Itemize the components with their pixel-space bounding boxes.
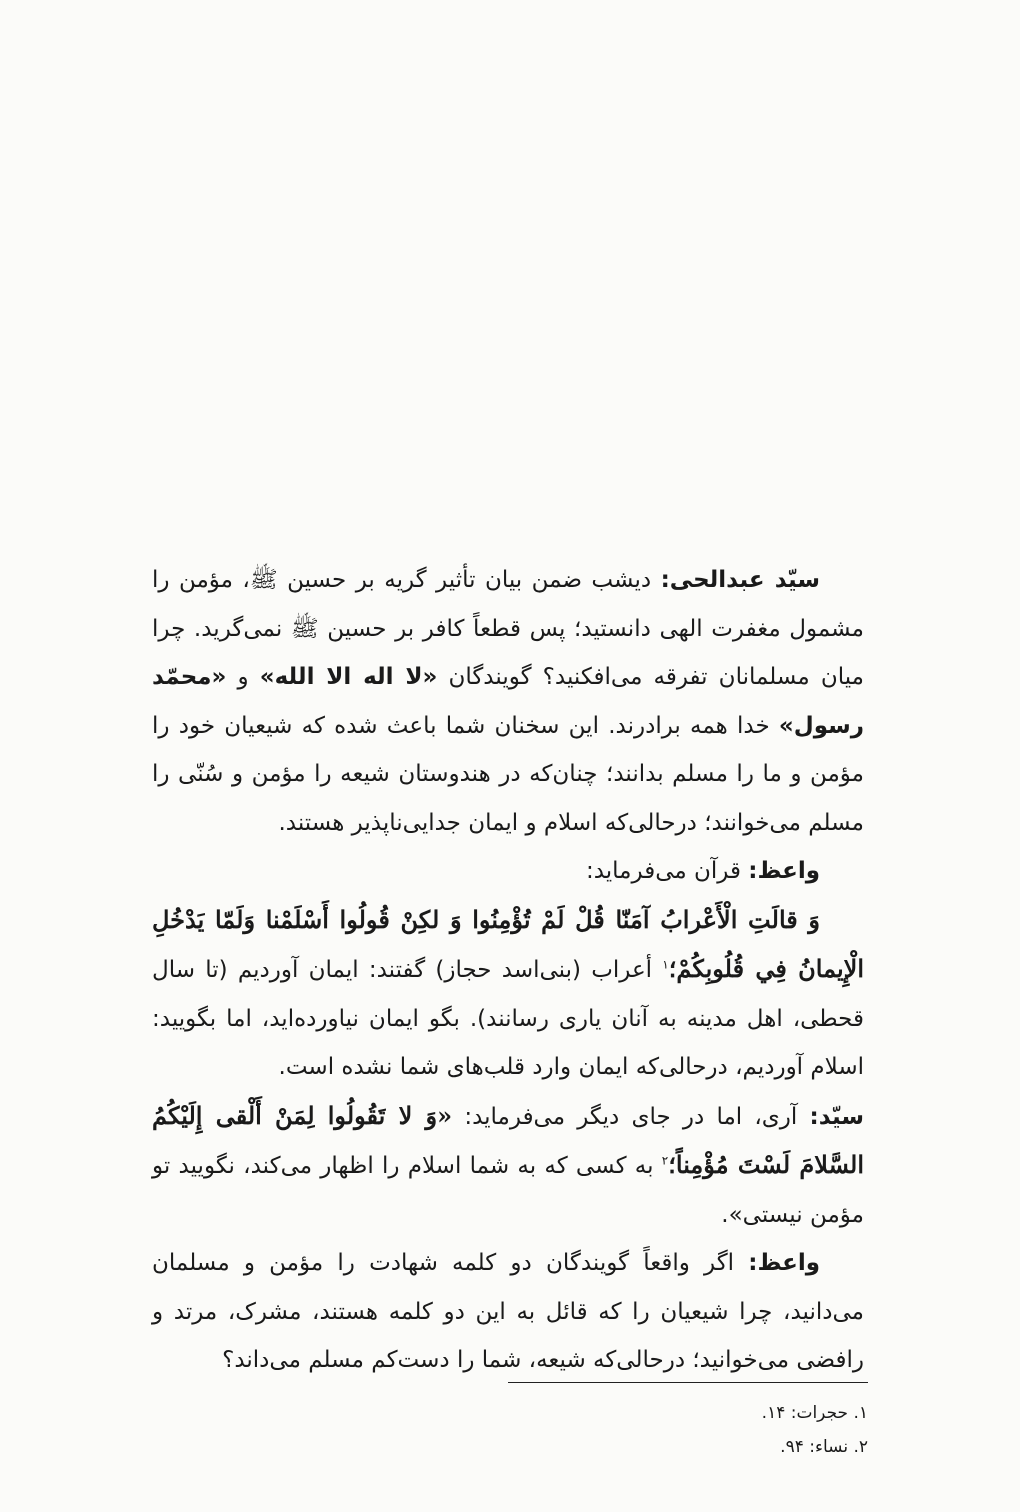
paragraph-2 [152,847,864,896]
footnote-marker: ۱ [662,957,669,972]
paragraph-text: أعراب (بنی‌اسد حجاز) گفتند: ایمان آوردیم (تا سال قحطی، اهل مدینه به آنان یاری رسانند). بگو ایمان نیاورده‌اید، اما بگویید: اسلام آوردیم، درحالی‌که ایمان وارد قلب‌های شما نشده است. [152,957,864,1080]
paragraph-text: به کسی که به شما اسلام را اظهار می‌کند، نگویید تو مؤمن نیستی». [152,1153,864,1228]
paragraph-text: و [226,664,260,690]
speaker-label: سیّد عبدالحی: [660,567,820,593]
speaker-label: سیّد: [809,1103,864,1130]
footnote-marker: ۲ [661,1153,669,1168]
footnotes [468,1396,868,1464]
paragraph-text: آری، اما در جای دیگر می‌فرماید: [452,1103,810,1130]
paragraph-4 [152,1092,864,1240]
quran-verse: «وَ لا تَقُولُوا لِمَنْ أَلْقى إِلَيْكُمُ السَّلامَ لَسْتَ مُؤْمِناً؛ [152,1100,864,1179]
paragraph-text: قرآن می‌فرماید: [585,858,749,884]
paragraph-3 [152,896,864,1092]
quoted-phrase: «لا اله الا الله» [259,664,438,690]
paragraph-text: اگر واقعاً گویندگان دو کلمه شهادت را مؤمن و مسلمان می‌دانید، چرا شیعیان را که قائل به این دو کلمه هستند، مشرک، مرتد و رافضی می‌خوانید؛ درحالی‌که شیعه، شما را دست‌کم مسلم می‌داند؟ [152,1250,864,1373]
footnote-item: ۲. نساء: ۹۴. [780,1437,868,1457]
quoted-phrase: «محمّد رسول» [152,664,864,739]
paragraph-1 [152,556,864,847]
paragraph-5 [152,1239,864,1385]
paragraph-text: خدا همه برادرند. این سخنان شما باعث شده که شیعیان خود را مؤمن و ما را مسلم بدانند؛ چنان‌که در هندوستان شیعه را مؤمن و سُنّی را مسلم می‌خوانند؛ درحالی‌که اسلام و ایمان جدایی‌ناپذیر هستند. [152,712,864,836]
speaker-label: واعظ: [748,858,820,884]
speaker-label: واعظ: [748,1250,820,1276]
page-body [152,556,864,1385]
paragraph-text: دیشب ضمن بیان تأثیر گریه بر حسین ﷺ، مؤمن را مشمول مغفرت الهی دانستید؛ پس قطعاً کافر بر حسین ﷺ نمی‌گرید. چرا میان مسلمانان تفرقه می‌افکنید؟ گویندگان [152,567,865,690]
quran-verse: وَ قالَتِ الْأَعْرابُ آمَنّا قُلْ لَمْ تُؤْمِنُوا وَ لكِنْ قُولُوا أَسْلَمْنا وَلَمّا يَدْخُلِ الْإِيمانُ فِي قُلُوبِكُمْ؛ [152,904,864,983]
footnote-divider [508,1382,868,1383]
footnote-item: ۱. حجرات: ۱۴. [761,1403,868,1423]
